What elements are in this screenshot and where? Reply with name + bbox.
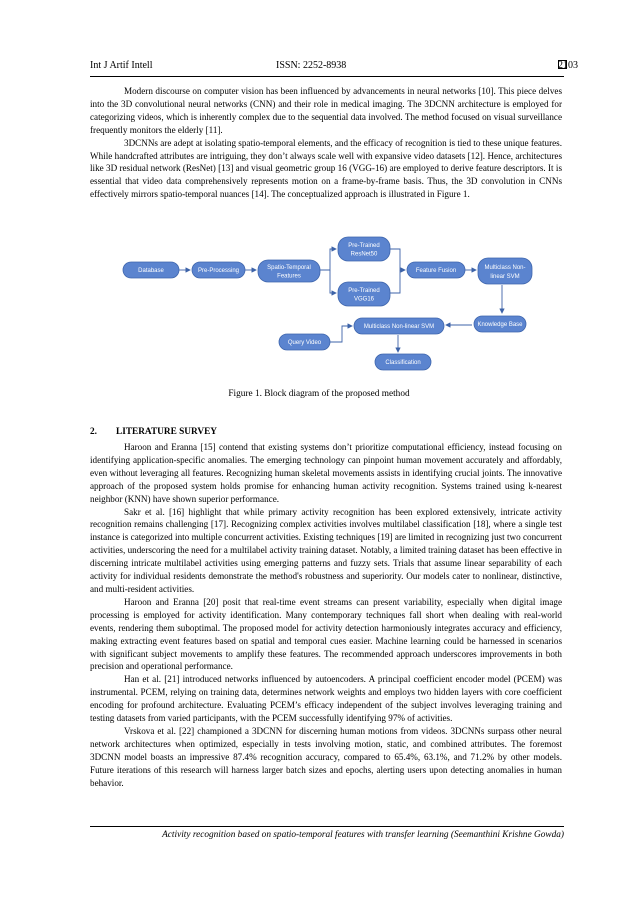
survey-text	[90, 441, 562, 789]
section-heading	[90, 427, 217, 437]
node-stf-label-1: Spatio-Temporal	[267, 265, 311, 271]
node-classification	[375, 354, 431, 370]
edge-stf-vgg	[330, 270, 336, 293]
edge-resnet-fusion	[390, 249, 405, 270]
section-number: 2.	[90, 427, 97, 437]
survey-paragraph: Vrskova et al. [22] championed a 3DCNN for discerning human motions from videos. 3DCNNs surpass other neural network architectures when optimized, especially in tests involving motion, static, and combined attributes. The foremost 3DCNN model boasts an impressive 87.4% recognition accuracy, compared to 65.4%, 63.1%, and 71.2% by other models. Future iterations of this research will harness larger batch sizes and epochs, alerting users upon detecting anomalies in human behavior.	[90, 725, 562, 788]
node-query-video	[279, 334, 330, 350]
node-preprocessing-label: Pre-Processing	[197, 268, 240, 274]
block-diagram	[0, 0, 638, 400]
page-number: 2103	[558, 60, 578, 71]
node-database	[123, 262, 179, 278]
figure-caption: Figure 1. Block diagram of the proposed method	[228, 389, 410, 399]
node-resnet-label-1: Pre-Trained	[348, 243, 380, 249]
intro-paragraph: 3DCNNs are adept at isolating spatio-temporal elements, and the efficacy of recognition is tied to these unique features. While handcrafted attributes are intriguing, they don’t always scale well with expansive video datasets [12]. Hence, architectures like 3D residual network (ResNet) [13] and visual geometric group 16 (VGG-16) are employed to derive feature descriptors. It is essential that video data comprehensively represents motion on a frame-by-frame basis. Thus, the 3D convolution in CNNs effectively mirrors spatio-temporal nuances [14]. The conceptualized approach is illustrated in Figure 1.	[90, 137, 562, 200]
survey-paragraph: Sakr et al. [16] highlight that while primary activity recognition has been explored extensively, intricate activity recognition remains challenging [17]. Recognizing complex activities involves multilabel classification [18], where a single test instance is categorized into multiple concurrent activities. Existing techniques [19] are limited in recognizing just two concurrent activities, underscoring the need for a multilabel activity training dataset. Notably, a limited training dataset has been effective in discerning intricate multilabel activities using emerging patterns and fuzzy sets. Trials that assume linear separability of each activity for individual residents demonstrate the method's robustness and superiority. Our models cater to nonlinear, distinctive, and multi-resident activities.	[90, 506, 562, 594]
node-vgg-label-2: VGG16	[353, 296, 375, 303]
node-database-label: Database	[138, 268, 164, 274]
edge-stf-resnet	[320, 249, 336, 270]
node-multiclass-svm	[478, 258, 532, 284]
node-fusion-label: Feature Fusion	[415, 268, 457, 274]
edge-query-svm2	[330, 326, 352, 342]
node-knowledge-base	[474, 316, 526, 332]
node-vgg16	[338, 282, 390, 306]
node-msvm-label-1: Multiclass Non-	[484, 265, 526, 271]
node-resnet50	[338, 237, 390, 261]
section-title: LITERATURE SURVEY	[116, 427, 218, 437]
journal-name: Int J Artif Intell	[90, 60, 153, 71]
node-resnet-label-2: ResNet50	[350, 251, 378, 258]
survey-paragraph: Han et al. [21] introduced networks influenced by autoencoders. A principal coefficient encoder model (PCEM) was instrumental. PCEM, relying on training data, determines network weights and employs two hidden layers with core coefficient encoding for profound architecture. Evaluating PCEM’s efficacy independent of the subject involves leveraging training and testing datasets from varied participants, with the PCEM successfully identifying 97% of activities.	[90, 674, 562, 724]
running-footer: Activity recognition based on spatio-temporal features with transfer learning (Seemanthini Krishne Gowda)	[162, 830, 564, 840]
node-classification-label: Classification	[385, 360, 421, 366]
edge-vgg-fusion	[390, 270, 400, 293]
node-feature-fusion	[407, 262, 465, 278]
node-spatio-temporal-features	[258, 260, 320, 282]
node-vgg-label-1: Pre-Trained	[348, 288, 380, 294]
node-msvm-label-2: linear SVM	[490, 274, 520, 280]
issn: ISSN: 2252-8938	[276, 60, 347, 71]
node-multiclass-svm-2	[354, 318, 444, 334]
intro-paragraph: Modern discourse on computer vision has been influenced by advancements in neural networks [10]. This piece delves into the 3D convolutional neural networks (CNN) and their role in medical imaging. The 3DCNN architecture is employed for categorizing videos, which is inherently complex due to the sequential data involved. The method focused on visual surveillance frequently monitors the elderly [11].	[90, 86, 562, 135]
survey-paragraph: Haroon and Eranna [15] contend that existing systems don’t prioritize computational efficiency, instead focusing on identifying application-specific anomalies. The emerging technology can pinpoint human movement accurately and affordably, even without leveraging all features. Recognizing human skeletal movements assists in identifying crucial joints. The innovative approach of the proposed system holds promise for enhancing human activity recognition. Systems trained using k-nearest neighbor (KNN) have shown superior performance.	[90, 442, 562, 504]
node-query-label: Query Video	[287, 340, 322, 346]
node-knowledge-label: Knowledge Base	[477, 322, 523, 328]
footer-rule	[90, 826, 564, 827]
survey-paragraph: Haroon and Eranna [20] posit that real-time event streams can present variability, especially when digital image processing is employed for activity identification. Many contemporary techniques fall short when dealing with real-world events, rendering them suboptimal. The proposed model for activity detection harmoniously integrates accuracy and efficiency, making extracting event features based on spatial and temporal cues easier. Machine learning could be harnessed in scenarios with significant subject movements to amplify these features. The recommended approach underscores improvements in both precision and operational performance.	[90, 596, 562, 672]
node-stf-label-2: Features	[277, 273, 301, 280]
node-preprocessing	[192, 262, 245, 278]
node-msvm2-label: Multiclass Non-linear SVM	[363, 324, 435, 330]
